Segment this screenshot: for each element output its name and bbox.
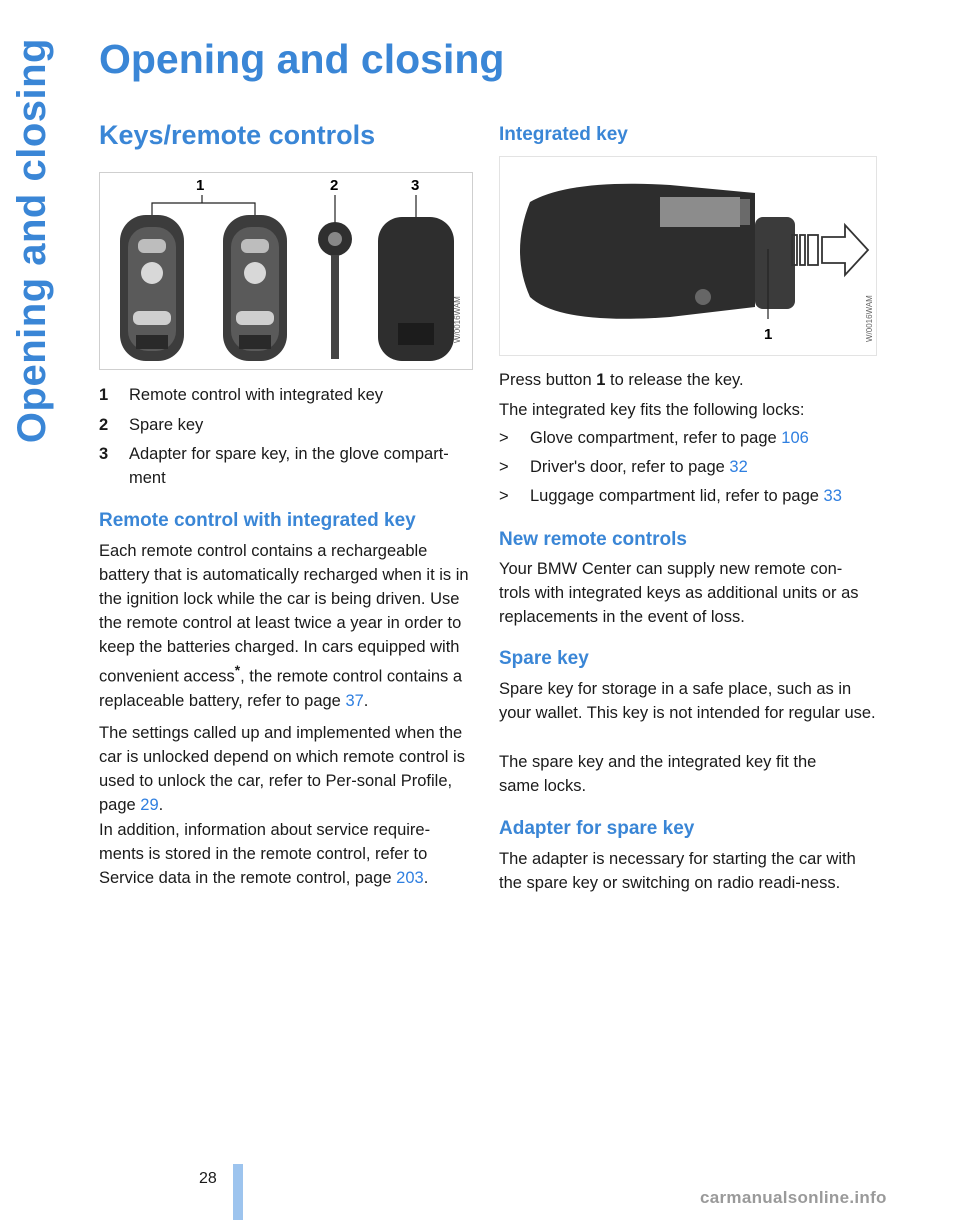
heading-remote-control: Remote control with integrated key [99,510,416,531]
figure-code: W/0016WAM [453,296,462,343]
paragraph-remote-battery: Each remote control contains a rechargeable battery that is automatically recharged when it is in the ignition lock while the car is being driven. Use the remote control at least twice a year in order to keep the batteries charged. In cars equipped with convenient access*, the remote control contains a replaceable battery, refer to page 37. [99,542,469,710]
legend-item-1: 1 Remote control with integrated key [99,386,384,404]
footer-accent-bar [233,1164,243,1220]
heading-spare-key: Spare key [499,648,589,669]
integrated-key-figure [499,156,877,356]
paragraph-fits-locks: The integrated key fits the following locks: [499,401,805,419]
spare-key [318,222,352,359]
heading-adapter: Adapter for spare key [499,818,695,839]
bullet-luggage-lid: > Luggage compartment lid, refer to page 33 [499,487,842,505]
integrated-key-illustration [500,157,876,355]
legend-item-3: 3 Adapter for spare key, in the glove compart-ment [99,445,449,487]
bullet-drivers-door: > Driver's door, refer to page 32 [499,458,748,476]
page-number: 28 [199,1170,217,1187]
legend-item-2: 2 Spare key [99,416,204,434]
remote-control-1 [120,215,184,361]
paragraph-spare-key-storage: Spare key for storage in a safe place, such as in your wallet. This key is not intended for regular use. [499,680,876,722]
link-page-203[interactable]: 203 [396,869,424,887]
heading-integrated-key: Integrated key [499,124,628,145]
keys-figure [99,172,473,370]
paragraph-adapter: The adapter is necessary for starting the car with the spare key or switching on radio readi-ness. [499,850,856,892]
spare-key-adapter [378,217,454,361]
callout-button-1: 1 [764,326,773,343]
remote-control-2 [223,215,287,361]
figure-code: W/0016WAM [865,295,874,342]
key-blade [660,197,740,227]
paragraph-settings: The settings called up and implemented when the car is unlocked depend on which remote control is used to unlock the car, refer to Per-sonal Profile, page 29. [99,724,465,814]
paragraph-new-remote-controls: Your BMW Center can supply new remote con-trols with integrated keys as additional units or as replacements in the event of loss. [499,560,859,626]
watermark: carmanualsonline.info [700,1188,887,1207]
link-page-106[interactable]: 106 [781,429,809,447]
section-heading-keys: Keys/remote controls [99,120,376,150]
keys-illustration [100,173,472,369]
link-page-32[interactable]: 32 [729,458,748,476]
callout-1: 1 [196,177,205,194]
callout-3: 3 [411,177,420,194]
paragraph-press-button: Press button 1 to release the key. [499,371,744,389]
paragraph-spare-key-locks: The spare key and the integrated key fit the same locks. [499,753,817,795]
side-chapter-title: Opening and closing [10,38,54,444]
callout-2: 2 [330,177,339,194]
link-page-37[interactable]: 37 [345,691,364,710]
link-page-29[interactable]: 29 [140,796,159,814]
page-title: Opening and closing [99,36,505,82]
optional-star: * [234,663,241,678]
heading-new-remote-controls: New remote controls [499,529,687,550]
paragraph-service-data: In addition, information about service require-ments is stored in the remote control, refer to Service data in the remote control, page 203. [99,821,431,887]
link-page-33[interactable]: 33 [823,487,842,505]
pull-arrow [792,225,868,275]
bullet-glove-compartment: > Glove compartment, refer to page 106 [499,429,809,447]
